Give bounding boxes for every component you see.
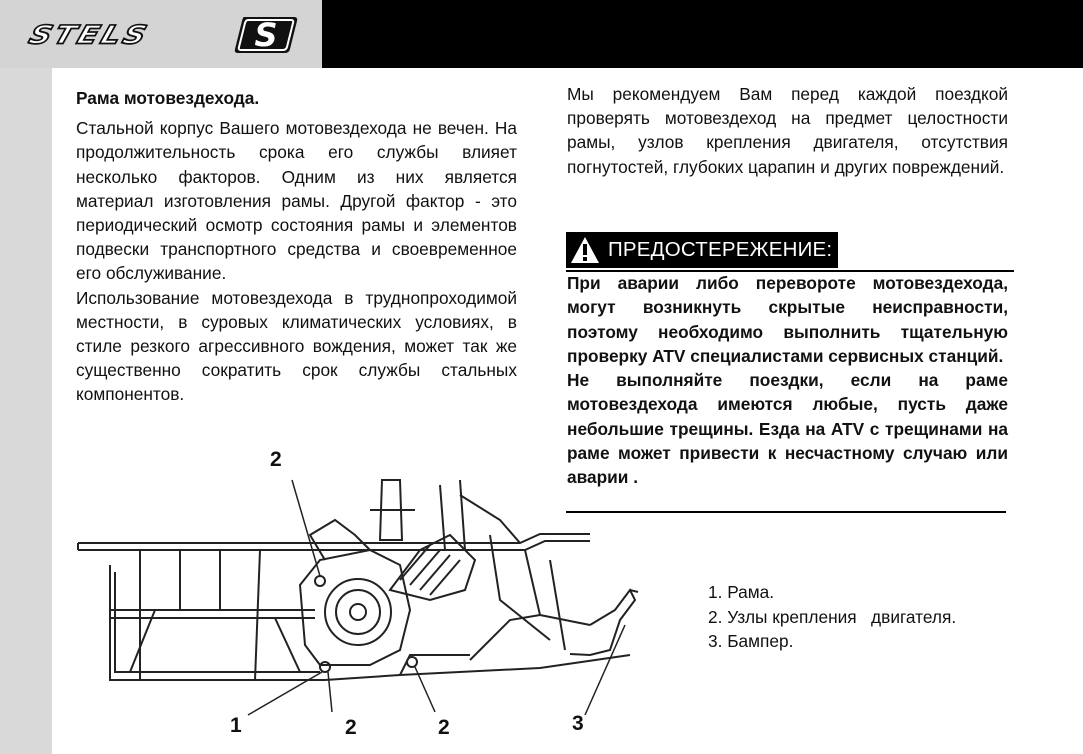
warning-triangle-icon [570, 236, 600, 264]
callout-2-right: 2 [438, 716, 450, 739]
warning-header [566, 232, 1014, 272]
atv-frame-diagram [70, 440, 670, 740]
right-column [567, 82, 1008, 179]
paragraph-recommendation: Мы рекомендуем Вам перед каждой поездкой проверять мотовездеход на предмет целостности рамы, узлов крепления двигателя, отсутствия погнутостей, глубоких царапин и других повреждений. [567, 84, 1008, 177]
warning-paragraph-cracks: Не выполняйте поездки, если на раме мотовездехода имеются любые, пусть даже небольшие трещины. Езда на ATV с трещинами на раме может привести к несчастному случаю или аварии . [567, 370, 1008, 488]
brand-logo [0, 0, 322, 68]
page-header [0, 0, 1083, 68]
diagram-legend [708, 580, 956, 654]
brand-wordmark: STELS [25, 20, 154, 51]
warning-paragraph-inspection: При аварии либо перевороте мотовездехода, могут возникнуть скрытые неисправности, поэтому необходимо выполнить тщательную проверку ATV специалистами сервисных станций. [567, 273, 1008, 366]
brand-s-letter: S [254, 16, 278, 54]
page-margin-band [0, 0, 52, 754]
section-heading: Рама мотовездехода. [76, 88, 260, 108]
warning-label: ПРЕДОСТЕРЕЖЕНИЕ: [608, 238, 833, 261]
callout-1: 1 [230, 714, 242, 737]
callout-2-left: 2 [345, 716, 357, 739]
paragraph-usage: Использование мотовездехода в труднопроходимой местности, в суровых климатических условиях, в стиле резкого агрессивного вождения, может так же существенно сократить срок службы стальных компонентов. [76, 287, 517, 405]
callout-2-top: 2 [270, 448, 282, 471]
legend-item: 1. Рама. [708, 582, 775, 602]
callout-3: 3 [572, 712, 584, 735]
legend-item: 2. Узлы крепления двигателя. [708, 606, 957, 627]
paragraph-frame-life: Стальной корпус Вашего мотовездехода не вечен. На продолжительность срока его службы влияет несколько факторов. Одним из них является материал изготовления рамы. Другой фактор - это периодический осмотр состояния рамы и элементов подвески транспортного средства и своевременное его обслуживание. [76, 118, 517, 284]
brand-s-emblem-icon [232, 13, 300, 57]
left-column [76, 86, 517, 407]
legend-item: 3. Бампер. [708, 631, 794, 651]
